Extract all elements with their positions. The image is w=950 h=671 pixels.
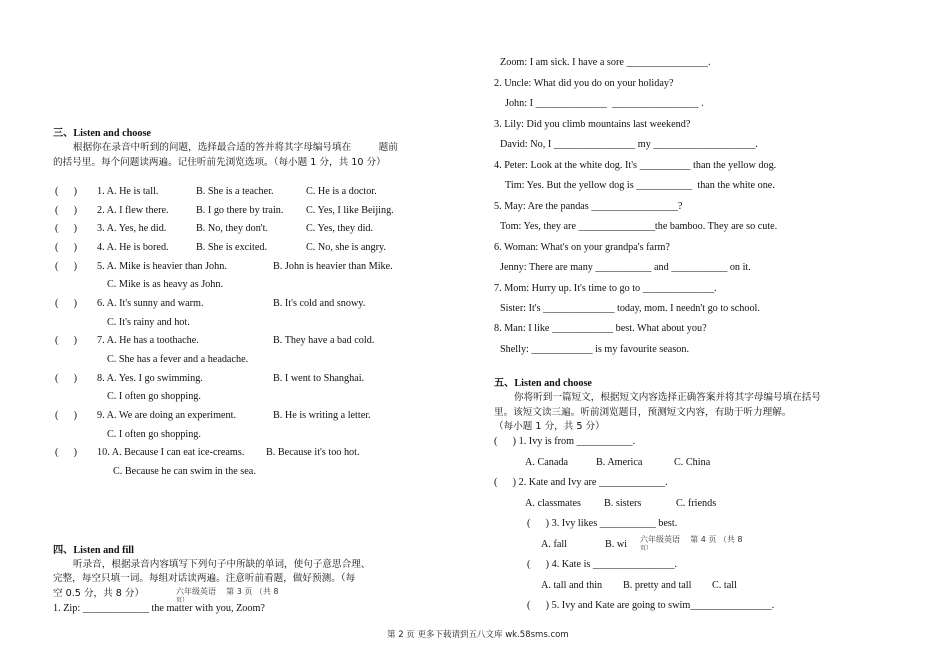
- q3-option-b: B. No, they don't.: [196, 223, 269, 234]
- s5-q3-option-a: A. fall: [541, 539, 568, 550]
- q5-option-c: C. Mike is as heavy as John.: [107, 279, 224, 290]
- fill-question-7: 7. Mom: Hurry up. It's time to go to ______________.: [494, 283, 717, 294]
- q8-option-a: 8. A. Yes. I go swimming.: [97, 373, 203, 384]
- q4-option-c: C. No, she is angry.: [306, 242, 386, 253]
- q6-option-b: B. It's cold and snowy.: [273, 298, 366, 309]
- fill-line-jenny: Jenny: There are many ___________ and ___________ on it.: [500, 262, 751, 273]
- q5-option-a: 5. A. Mike is heavier than John.: [97, 261, 227, 272]
- answer-bracket[interactable]: ( ): [55, 447, 78, 458]
- q1-option-b: B. She is a teacher.: [196, 186, 274, 197]
- q10-option-c: C. Because he can swim in the sea.: [113, 466, 256, 477]
- fill-line-zoom: Zoom: I am sick. I have a sore ________________.: [500, 57, 711, 68]
- fill-line-tim: Tim: Yes. But the yellow dog is ___________ than the white one.: [505, 180, 775, 191]
- q7-option-c: C. She has a fever and a headache.: [107, 354, 249, 365]
- fill-question-3: 3. Lily: Did you climb mountains last weekend?: [494, 119, 691, 130]
- q1-option-a: 1. A. He is tall.: [97, 186, 159, 197]
- q3-option-a: 3. A. Yes, he did.: [97, 223, 167, 234]
- section3-title: 三、Listen and choose: [53, 128, 151, 139]
- q5-option-b: B. John is heavier than Mike.: [273, 261, 393, 272]
- q2-option-b: B. I go there by train.: [196, 205, 284, 216]
- s5-q2-option-a: A. classmates: [525, 498, 582, 509]
- fill-question-5: 5. May: Are the pandas _________________?: [494, 201, 683, 212]
- q2-option-c: C. Yes, I like Beijing.: [306, 205, 394, 216]
- section5-instruction-1: 你将听到一篇短文，根据短文内容选择正确答案并将其字母编号填在括号: [514, 392, 821, 403]
- answer-bracket[interactable]: ( ): [55, 223, 78, 234]
- q10-option-b: B. Because it's too hot.: [266, 447, 360, 458]
- s5-q3-option-b: B. wi: [605, 539, 628, 550]
- s5-question-1[interactable]: ( ) 1. Ivy is from ___________.: [494, 436, 636, 447]
- answer-bracket[interactable]: ( ): [55, 242, 78, 253]
- page-footer-right-cont: 页）: [640, 545, 653, 552]
- answer-bracket[interactable]: ( ): [55, 205, 78, 216]
- fill-line-john: John: I ______________ _________________ .: [505, 98, 704, 109]
- section4-instruction-1: 听录音，根据录音内容填写下列句子中所缺的单词，使句子意思合理、: [73, 559, 371, 570]
- page-footer-left-cont: 页）: [176, 597, 189, 604]
- q3-option-c: C. Yes, they did.: [306, 223, 374, 234]
- section4-title: 四、Listen and fill: [53, 545, 134, 556]
- fill-question-1: 1. Zip: _____________ the matter with you, Zoom?: [53, 603, 265, 614]
- q9-option-a: 9. A. We are doing an experiment.: [97, 410, 237, 421]
- s5-q1-option-a: A. Canada: [525, 457, 568, 468]
- fill-question-6: 6. Woman: What's on your grandpa's farm?: [494, 242, 670, 253]
- q10-option-a: 10. A. Because I can eat ice-creams.: [97, 447, 245, 458]
- q7-option-a: 7. A. He has a toothache.: [97, 335, 199, 346]
- q2-option-a: 2. A. I flew there.: [97, 205, 169, 216]
- s5-question-3[interactable]: ( ) 3. Ivy likes ___________ best.: [527, 518, 678, 529]
- s5-q1-option-b: B. America: [596, 457, 643, 468]
- q8-option-b: B. I went to Shanghai.: [273, 373, 365, 384]
- s5-q2-option-c: C. friends: [676, 498, 717, 509]
- q1-option-c: C. He is a doctor.: [306, 186, 377, 197]
- answer-bracket[interactable]: ( ): [55, 335, 78, 346]
- answer-bracket[interactable]: ( ): [55, 298, 78, 309]
- section4-instruction-2: 完整，每空只填一词。每组对话读两遍。注意听前看题，做好预测。（每: [53, 573, 356, 584]
- s5-q4-option-b: B. pretty and tall: [623, 580, 692, 591]
- section5-instruction-2: 里。该短文读三遍。听前浏览题目，预测短文内容，有助于听力理解。: [494, 407, 792, 418]
- section3-instruction-1: 根据你在录音中听到的问题，选择最合适的答并将其字母编号填在 题前: [73, 142, 398, 153]
- q7-option-b: B. They have a bad cold.: [273, 335, 375, 346]
- q6-option-a: 6. A. It's sunny and warm.: [97, 298, 204, 309]
- s5-q4-option-a: A. tall and thin: [541, 580, 603, 591]
- fill-question-2: 2. Uncle: What did you do on your holiday?: [494, 78, 674, 89]
- q4-option-a: 4. A. He is bored.: [97, 242, 169, 253]
- q8-option-c: C. I often go shopping.: [107, 391, 201, 402]
- fill-line-shelly: Shelly: ____________ is my favourite season.: [500, 344, 690, 355]
- section4-instruction-3: 空 0.5 分，共 8 分）: [53, 588, 145, 599]
- fill-line-david: David: No, I ________________ my ____________________.: [500, 139, 758, 150]
- answer-bracket[interactable]: ( ): [55, 373, 78, 384]
- q9-option-c: C. I often go shopping.: [107, 429, 201, 440]
- fill-line-tom: Tom: Yes, they are _______________the bamboo. They are so cute.: [500, 221, 778, 232]
- q4-option-b: B. She is excited.: [196, 242, 268, 253]
- q6-option-c: C. It's rainy and hot.: [107, 317, 190, 328]
- s5-q2-option-b: B. sisters: [604, 498, 642, 509]
- s5-question-4[interactable]: ( ) 4. Kate is ________________.: [527, 559, 677, 570]
- section5-title: 五、Listen and choose: [494, 378, 592, 389]
- answer-bracket[interactable]: ( ): [55, 186, 78, 197]
- fill-question-4: 4. Peter: Look at the white dog. It's __________ than the yellow dog.: [494, 160, 777, 171]
- section3-instruction-2: 的括号里。每个问题读两遍。记住听前先浏览选项。（每小题 1 分，共 10 分）: [53, 157, 386, 168]
- q9-option-b: B. He is writing a letter.: [273, 410, 371, 421]
- fill-question-8: 8. Man: I like ____________ best. What about you?: [494, 323, 707, 334]
- s5-question-5[interactable]: ( ) 5. Ivy and Kate are going to swim________________.: [527, 600, 775, 611]
- s5-question-2[interactable]: ( ) 2. Kate and Ivy are _____________.: [494, 477, 668, 488]
- s5-q1-option-c: C. China: [674, 457, 711, 468]
- page-number-footer: 第 2 页 更多下载请到五八文库 wk.58sms.com: [387, 630, 569, 640]
- answer-bracket[interactable]: ( ): [55, 410, 78, 421]
- answer-bracket[interactable]: ( ): [55, 261, 78, 272]
- page-footer-right: 六年级英语 第 4 页 （共 8: [640, 535, 743, 544]
- section5-instruction-3: （每小题 1 分，共 5 分）: [494, 421, 605, 432]
- page-footer-left: 六年级英语 第 3 页 （共 8: [176, 587, 279, 596]
- fill-line-sister: Sister: It's ______________ today, mom. I needn't go to school.: [500, 303, 760, 314]
- s5-q4-option-c: C. tall: [712, 580, 737, 591]
